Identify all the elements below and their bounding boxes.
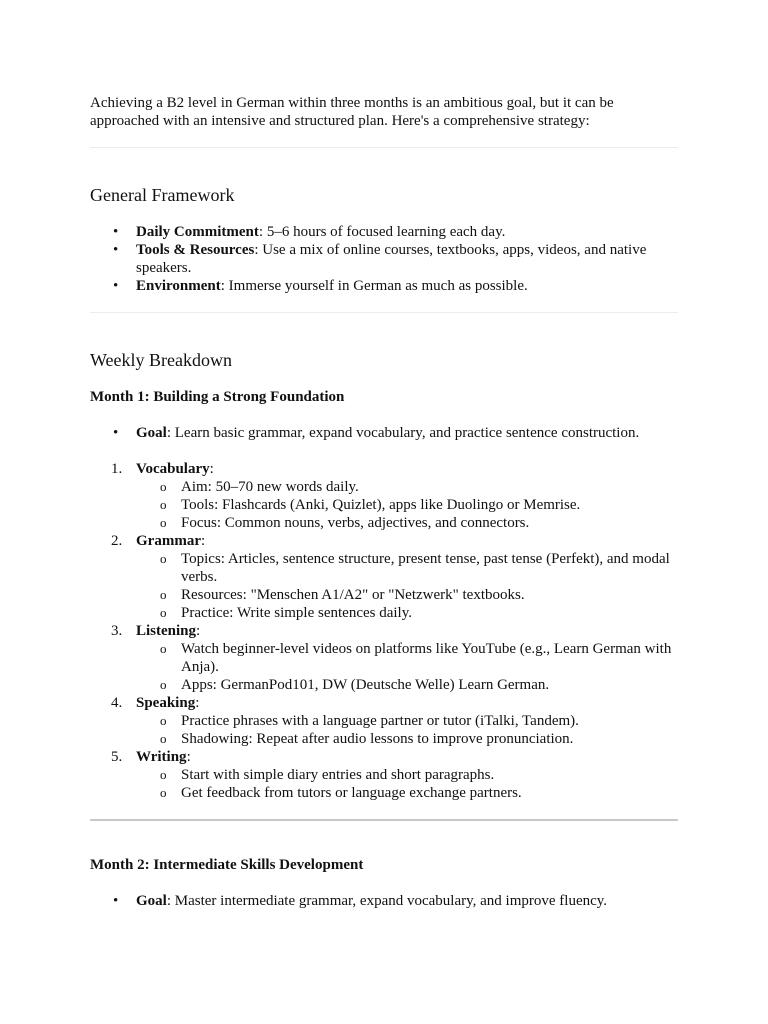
month1-heading: Month 1: Building a Strong Foundation (90, 389, 345, 405)
circle-bullet-icon: o (160, 731, 167, 746)
sub-item-text: Practice phrases with a language partner or tutor (iTalki, Tandem). (181, 713, 579, 729)
sub-item (136, 766, 678, 784)
item-text: : 5–6 hours of focused learning each day. (258, 224, 506, 240)
sub-item-text: Resources: "Menschen A1/A2" or "Netzwerk" textbooks. (181, 587, 525, 603)
step-item (90, 748, 678, 802)
goal-text: : Master intermediate grammar, expand vocabulary, and improve fluency. (166, 893, 608, 909)
sub-item (136, 550, 678, 586)
section-divider (90, 819, 678, 821)
circle-bullet-icon: o (160, 767, 167, 782)
circle-bullet-icon: o (160, 515, 167, 530)
step-number: 3. (111, 623, 123, 639)
step-suffix: : (196, 623, 201, 639)
list-item (90, 241, 678, 277)
month2-goal-list (90, 892, 678, 910)
sub-item-text: Focus: Common nouns, verbs, adjectives, and connectors. (181, 515, 530, 531)
step-number: 5. (111, 749, 123, 765)
sub-list (136, 640, 678, 694)
sub-item (136, 784, 678, 802)
step-label: Vocabulary (136, 461, 210, 477)
item-text: : Immerse yourself in German as much as possible. (220, 278, 528, 294)
divider (90, 147, 678, 148)
sub-item (136, 496, 678, 514)
step-label: Speaking (136, 695, 196, 711)
step-label: Listening (136, 623, 197, 639)
circle-bullet-icon: o (160, 551, 167, 566)
goal-text: : Learn basic grammar, expand vocabulary, and practice sentence construction. (166, 425, 640, 441)
sub-item-text: Get feedback from tutors or language exchange partners. (181, 785, 522, 801)
sub-item-text: Start with simple diary entries and short paragraphs. (181, 767, 495, 783)
month1-steps (90, 460, 678, 802)
month2-heading: Month 2: Intermediate Skills Development (90, 857, 364, 873)
circle-bullet-icon: o (160, 677, 167, 692)
circle-bullet-icon: o (160, 479, 167, 494)
step-item (90, 532, 678, 622)
sub-item (136, 640, 678, 676)
document-body (90, 94, 678, 910)
circle-bullet-icon: o (160, 641, 167, 656)
step-number: 1. (111, 461, 123, 477)
sub-item-text: Apps: GermanPod101, DW (Deutsche Welle) Learn German. (181, 677, 550, 693)
list-item (90, 892, 678, 910)
sub-item-text: Aim: 50–70 new words daily. (181, 479, 359, 495)
divider (90, 312, 678, 313)
sub-item-text: Topics: Articles, sentence structure, present tense, past tense (Perfekt), and modal verbs. (181, 551, 670, 585)
item-label: Daily Commitment (136, 224, 259, 240)
circle-bullet-icon: o (160, 587, 167, 602)
sub-item (136, 514, 678, 532)
step-suffix: : (200, 533, 206, 549)
step-label: Grammar (136, 533, 201, 549)
sub-item-text: Tools: Flashcards (Anki, Quizlet), apps like Duolingo or Memrise. (181, 497, 581, 513)
sub-item (136, 712, 678, 730)
list-item (90, 277, 678, 295)
step-suffix: : (209, 461, 214, 477)
circle-bullet-icon: o (160, 497, 167, 512)
sub-list (136, 550, 678, 622)
step-item (90, 460, 678, 532)
sub-item-text: Practice: Write simple sentences daily. (181, 605, 412, 621)
sub-item (136, 730, 678, 748)
item-label: Environment (136, 278, 221, 294)
sub-item (136, 478, 678, 496)
circle-bullet-icon: o (160, 785, 167, 800)
step-number: 4. (111, 695, 123, 711)
weekly-breakdown-heading: Weekly Breakdown (90, 350, 233, 370)
sub-list (136, 712, 678, 748)
item-text: : Use a mix of online courses, textbooks, apps, videos, and native speakers. (136, 242, 647, 276)
step-label: Writing (136, 749, 187, 765)
sub-item (136, 586, 678, 604)
goal-label: Goal (136, 425, 167, 441)
goal-label: Goal (136, 893, 167, 909)
sub-item (136, 604, 678, 622)
general-framework-heading: General Framework (90, 185, 235, 205)
item-label: Tools & Resources (136, 242, 255, 258)
list-item (90, 223, 678, 241)
step-item (90, 622, 678, 694)
sub-item (136, 676, 678, 694)
intro-paragraph: Achieving a B2 level in German within three months is an ambitious goal, but it can be approached with an intensive and structured plan. Here's a comprehensive strategy: (90, 95, 614, 129)
sub-item-text: Shadowing: Repeat after audio lessons to improve pronunciation. (181, 731, 574, 747)
general-framework-list (90, 223, 678, 295)
circle-bullet-icon: o (160, 713, 167, 728)
step-item (90, 694, 678, 748)
list-item (90, 424, 678, 442)
sub-list (136, 766, 678, 802)
circle-bullet-icon: o (160, 605, 167, 620)
step-number: 2. (111, 533, 123, 549)
step-suffix: : (186, 749, 191, 765)
month1-goal-list (90, 424, 678, 442)
step-suffix: : (195, 695, 200, 711)
sub-list (136, 478, 678, 532)
sub-item-text: Watch beginner-level videos on platforms like YouTube (e.g., Learn German with Anja). (181, 641, 672, 675)
